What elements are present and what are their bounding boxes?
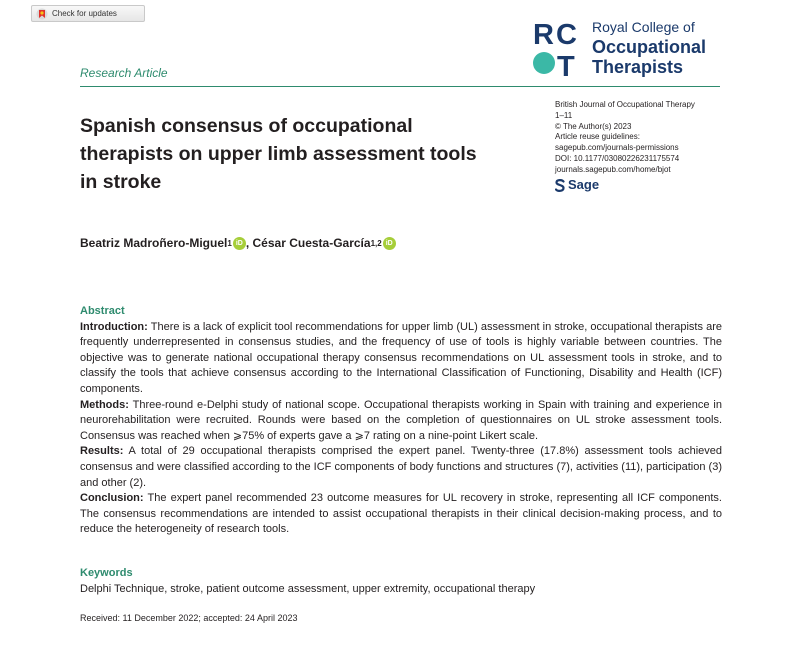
orcid-icon[interactable]: iD [233, 237, 246, 250]
abstract [80, 304, 722, 538]
sage-icon [555, 179, 565, 192]
journal-metadata [555, 100, 755, 192]
sage-label: Sage [568, 176, 600, 192]
logo-letter-r: R [533, 19, 554, 51]
author-line [80, 236, 396, 250]
logo-letter-c: C [556, 19, 577, 51]
check-updates-icon [36, 8, 48, 20]
orcid-icon[interactable]: iD [383, 237, 396, 250]
meta-journal: British Journal of Occupational Therapy [555, 100, 695, 109]
meta-copyright: © The Author(s) 2023 [555, 121, 632, 131]
article-type-label: Research Article [80, 66, 168, 80]
received-dates: Received: 11 December 2022; accepted: 24 April 2023 [80, 613, 298, 623]
rcot-logo-mark [533, 18, 581, 78]
author-1-name: Beatriz Madroñero-Miguel [80, 236, 228, 250]
keywords-heading: Keywords [80, 567, 133, 579]
meta-pages: 1–11 [555, 110, 573, 120]
meta-journal-link[interactable]: journals.sagepub.com/home/bjot [555, 164, 671, 174]
author-separator: , [245, 236, 250, 250]
meta-doi[interactable]: DOI: 10.1177/03080226231175574 [555, 153, 680, 163]
logo-letter-t: T [557, 51, 575, 78]
introduction-label: Introduction: [80, 320, 148, 333]
conclusion-text: The expert panel recommended 23 outcome measures for UL recovery in stroke, representing all ICF components. The consensus recommendations are intended to assist occupational therapists in their clinical decision-making process, and to reduce the heterogeneity of research tools. [80, 492, 722, 536]
meta-permissions-link[interactable]: sagepub.com/journals-permissions [555, 143, 679, 153]
sage-logo [555, 176, 755, 192]
abstract-introduction [80, 320, 722, 398]
results-text: A total of 29 occupational therapists comprised the expert panel. Twenty-three (17.8%) assessment tools achieved consensus and were classified according to the ICF components of body functions and structures (7), activities (11), participation (3) and other (2). [80, 445, 722, 489]
check-for-updates-label: Check for updates [52, 9, 117, 18]
meta-reuse-label: Article reuse guidelines: [555, 132, 640, 142]
abstract-methods [80, 398, 722, 445]
article-title: Spanish consensus of occupational therapists on upper limb assessment tools in stroke [80, 115, 477, 193]
conclusion-label: Conclusion: [80, 492, 144, 505]
abstract-conclusion [80, 491, 722, 538]
methods-label: Methods: [80, 398, 129, 411]
logo-line-3: Therapists [592, 57, 684, 77]
abstract-heading: Abstract [80, 305, 125, 317]
header-divider [80, 86, 720, 87]
logo-line-2: Occupational [592, 37, 707, 57]
logo-line-1: Royal College of [592, 19, 695, 35]
keywords-section [80, 566, 720, 597]
author-2-affiliation: 1,2 [370, 238, 382, 248]
logo-dot [533, 52, 555, 74]
check-for-updates-button[interactable] [31, 5, 145, 22]
author-2-name: César Cuesta-García [252, 236, 371, 250]
methods-text: Three-round e-Delphi study of national scope. Occupational therapists working in Spain with training and experience in neurorehabilitation were recruited. Rounds were based on the completion of questionnaires on UL stroke assessment tools. Consensus was reached when ⩾75% of experts gave a ⩾7 rating on a nine-point Likert scale. [80, 398, 722, 442]
author-1-affiliation: 1 [227, 238, 232, 248]
keywords-list: Delphi Technique, stroke, patient outcome assessment, upper extremity, occupational therapy [80, 582, 536, 595]
introduction-text: There is a lack of explicit tool recommendations for upper limb (UL) assessment in stroke, occupational therapists are frequently underrepresented in consensus studies, and the frequency of use of tools is highly variable between countries. The objective was to generate national occupational therapy consensus recommendations on UL assessment tools in stroke, and to classify the tools that achieve consensus according to the International Classification of Functioning, Disability and Health (ICF) components. [80, 320, 722, 395]
abstract-results [80, 444, 722, 491]
results-label: Results: [80, 445, 124, 458]
